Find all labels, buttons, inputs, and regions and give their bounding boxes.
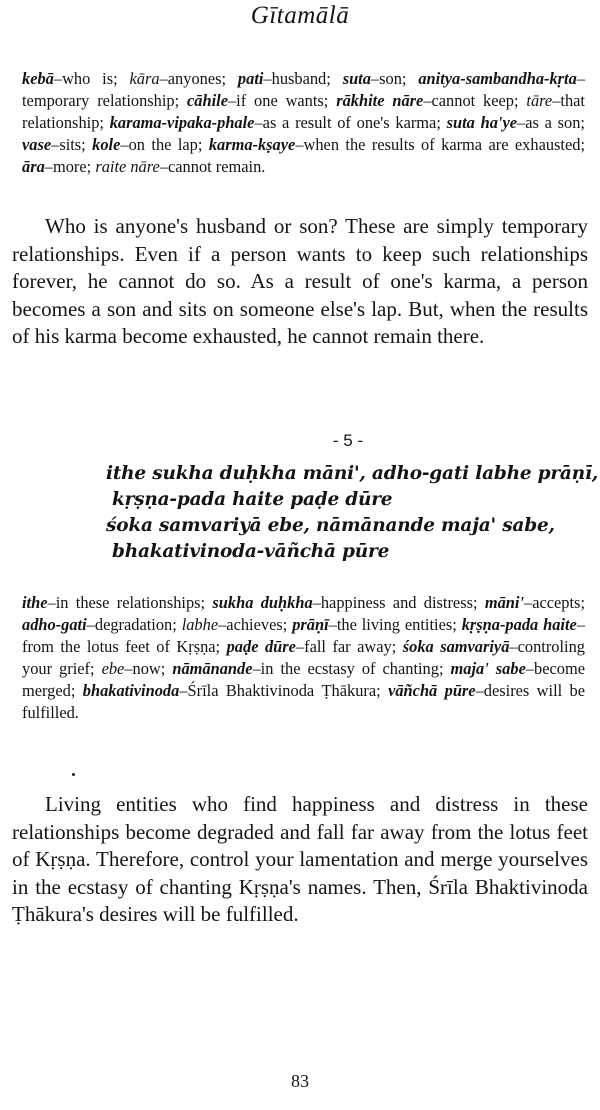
verse-line-1: ithe sukha duḥkha māni', adho-gati labhe prāṇī,	[106, 463, 599, 484]
gloss-term: raite nāre	[95, 157, 160, 176]
gloss-term: prāṇī	[292, 615, 329, 634]
gloss-definition: –anyones;	[159, 69, 238, 88]
gloss-term: māni'	[484, 593, 525, 612]
page-number: 83	[291, 1071, 309, 1091]
gloss-definition: –on the lap;	[120, 135, 209, 154]
gloss-definition: –degradation;	[86, 615, 182, 634]
gloss-term: pati	[237, 69, 264, 88]
verse-number: - 5 -	[332, 431, 364, 450]
translation-paragraph-1	[12, 213, 588, 351]
gloss-term: karama-vipaka-phale	[109, 113, 255, 132]
gloss-definition: –become merged;	[22, 659, 586, 700]
gloss-definition: –in these relationships;	[47, 593, 213, 612]
verse-block	[106, 461, 599, 565]
gloss-term: kebā	[22, 69, 54, 88]
gloss-term: ebe	[101, 659, 125, 678]
translation-paragraph-2	[12, 791, 588, 929]
gloss-definition: –in the ecstasy of chanting;	[252, 659, 451, 678]
gloss-term: vāñchā pūre	[388, 681, 476, 700]
gloss-term: sukha duḥkha	[212, 593, 313, 612]
gloss-term: rākhite nāre	[336, 91, 424, 110]
gloss-term: anitya-sambandha-kṛta	[418, 69, 577, 88]
gloss-term: suta	[342, 69, 371, 88]
gloss-definition: –husband;	[263, 69, 343, 88]
gloss-term: āra	[22, 157, 45, 176]
gloss-definition: –as a result of one's karma;	[254, 113, 447, 132]
gloss-term: adho-gati	[22, 615, 87, 634]
running-title: Gītamālā	[250, 2, 350, 29]
gloss-term: nāmānande	[172, 659, 253, 678]
gloss-term: kāra	[129, 69, 160, 88]
gloss-definition: –Śrīla Bhaktivinoda Ṭhākura;	[179, 681, 389, 700]
scan-artifact-dot	[72, 773, 75, 776]
word-for-word-gloss-1	[22, 68, 585, 178]
gloss-definition: –controling your grief;	[22, 637, 585, 678]
gloss-definition: –cannot keep;	[423, 91, 527, 110]
gloss-definition: –fall far away;	[295, 637, 403, 656]
gloss-term: kole	[92, 135, 121, 154]
gloss-definition: –who is;	[53, 69, 130, 88]
gloss-definition: –son;	[370, 69, 419, 88]
gloss-term: kṛṣṇa-pada haite	[461, 615, 577, 634]
translation-text-1: Who is anyone's husband or son? These are simply temporary relationships. Even if a person wants to keep such relationships forever, he cannot do so. As a result of one's karma, a person becomes a son and sits on someone else's lap. But, when the results of his karma become exhausted, he cannot remain there.	[12, 214, 588, 348]
gloss-definition: –sits;	[51, 135, 93, 154]
gloss-term: vase	[22, 135, 52, 154]
gloss-definition: –the living entities;	[328, 615, 462, 634]
gloss-definition: –from the lotus feet of Kṛṣṇa;	[22, 615, 586, 656]
gloss-definition: –when the results of karma are exhausted;	[295, 135, 585, 154]
verse-line-2: kṛṣṇa-pada haite paḍe dūre	[112, 489, 393, 510]
gloss-definition: –desires will be fulfilled.	[22, 681, 586, 722]
gloss-term: paḍe dūre	[226, 637, 296, 656]
gloss-definition: –temporary relationship;	[22, 69, 586, 110]
gloss-definition: –now;	[124, 659, 173, 678]
gloss-definition: –accepts;	[524, 593, 585, 612]
gloss-term: suta ha'ye	[446, 113, 518, 132]
gloss-term: śoka samvariyā	[402, 637, 510, 656]
gloss-term: maja' sabe	[450, 659, 526, 678]
gloss-term: tāre	[526, 91, 553, 110]
gloss-term: ithe	[22, 593, 48, 612]
verse-line-4: bhakativinoda-vāñchā pūre	[112, 541, 390, 562]
gloss-definition: –if one wants;	[227, 91, 337, 110]
gloss-term: bhakativinoda	[82, 681, 180, 700]
gloss-definition: –as a son;	[517, 113, 585, 132]
verse-line-3: śoka samvariyā ebe, nāmānande maja' sabe,	[106, 515, 555, 536]
gloss-definition: –cannot remain.	[159, 157, 266, 176]
gloss-definition: –more;	[44, 157, 96, 176]
gloss-term: labhe	[181, 615, 219, 634]
gloss-definition: –that relationship;	[22, 91, 585, 132]
translation-text-2: Living entities who find happiness and distress in these relationships become degraded and fall far away from the lotus feet of Kṛṣṇa. Therefore, control your lamentation and merge yourselves in the ecstasy of chanting Kṛṣṇa's names. Then, Śrīla Bhaktivinoda Ṭhākura's desires will be fulfilled.	[12, 792, 588, 926]
gloss-definition: –happiness and distress;	[312, 593, 485, 612]
gloss-term: karma-kṣaye	[208, 135, 296, 154]
gloss-definition: –achieves;	[218, 615, 293, 634]
word-for-word-gloss-2	[22, 592, 585, 724]
gloss-term: cāhile	[187, 91, 228, 110]
